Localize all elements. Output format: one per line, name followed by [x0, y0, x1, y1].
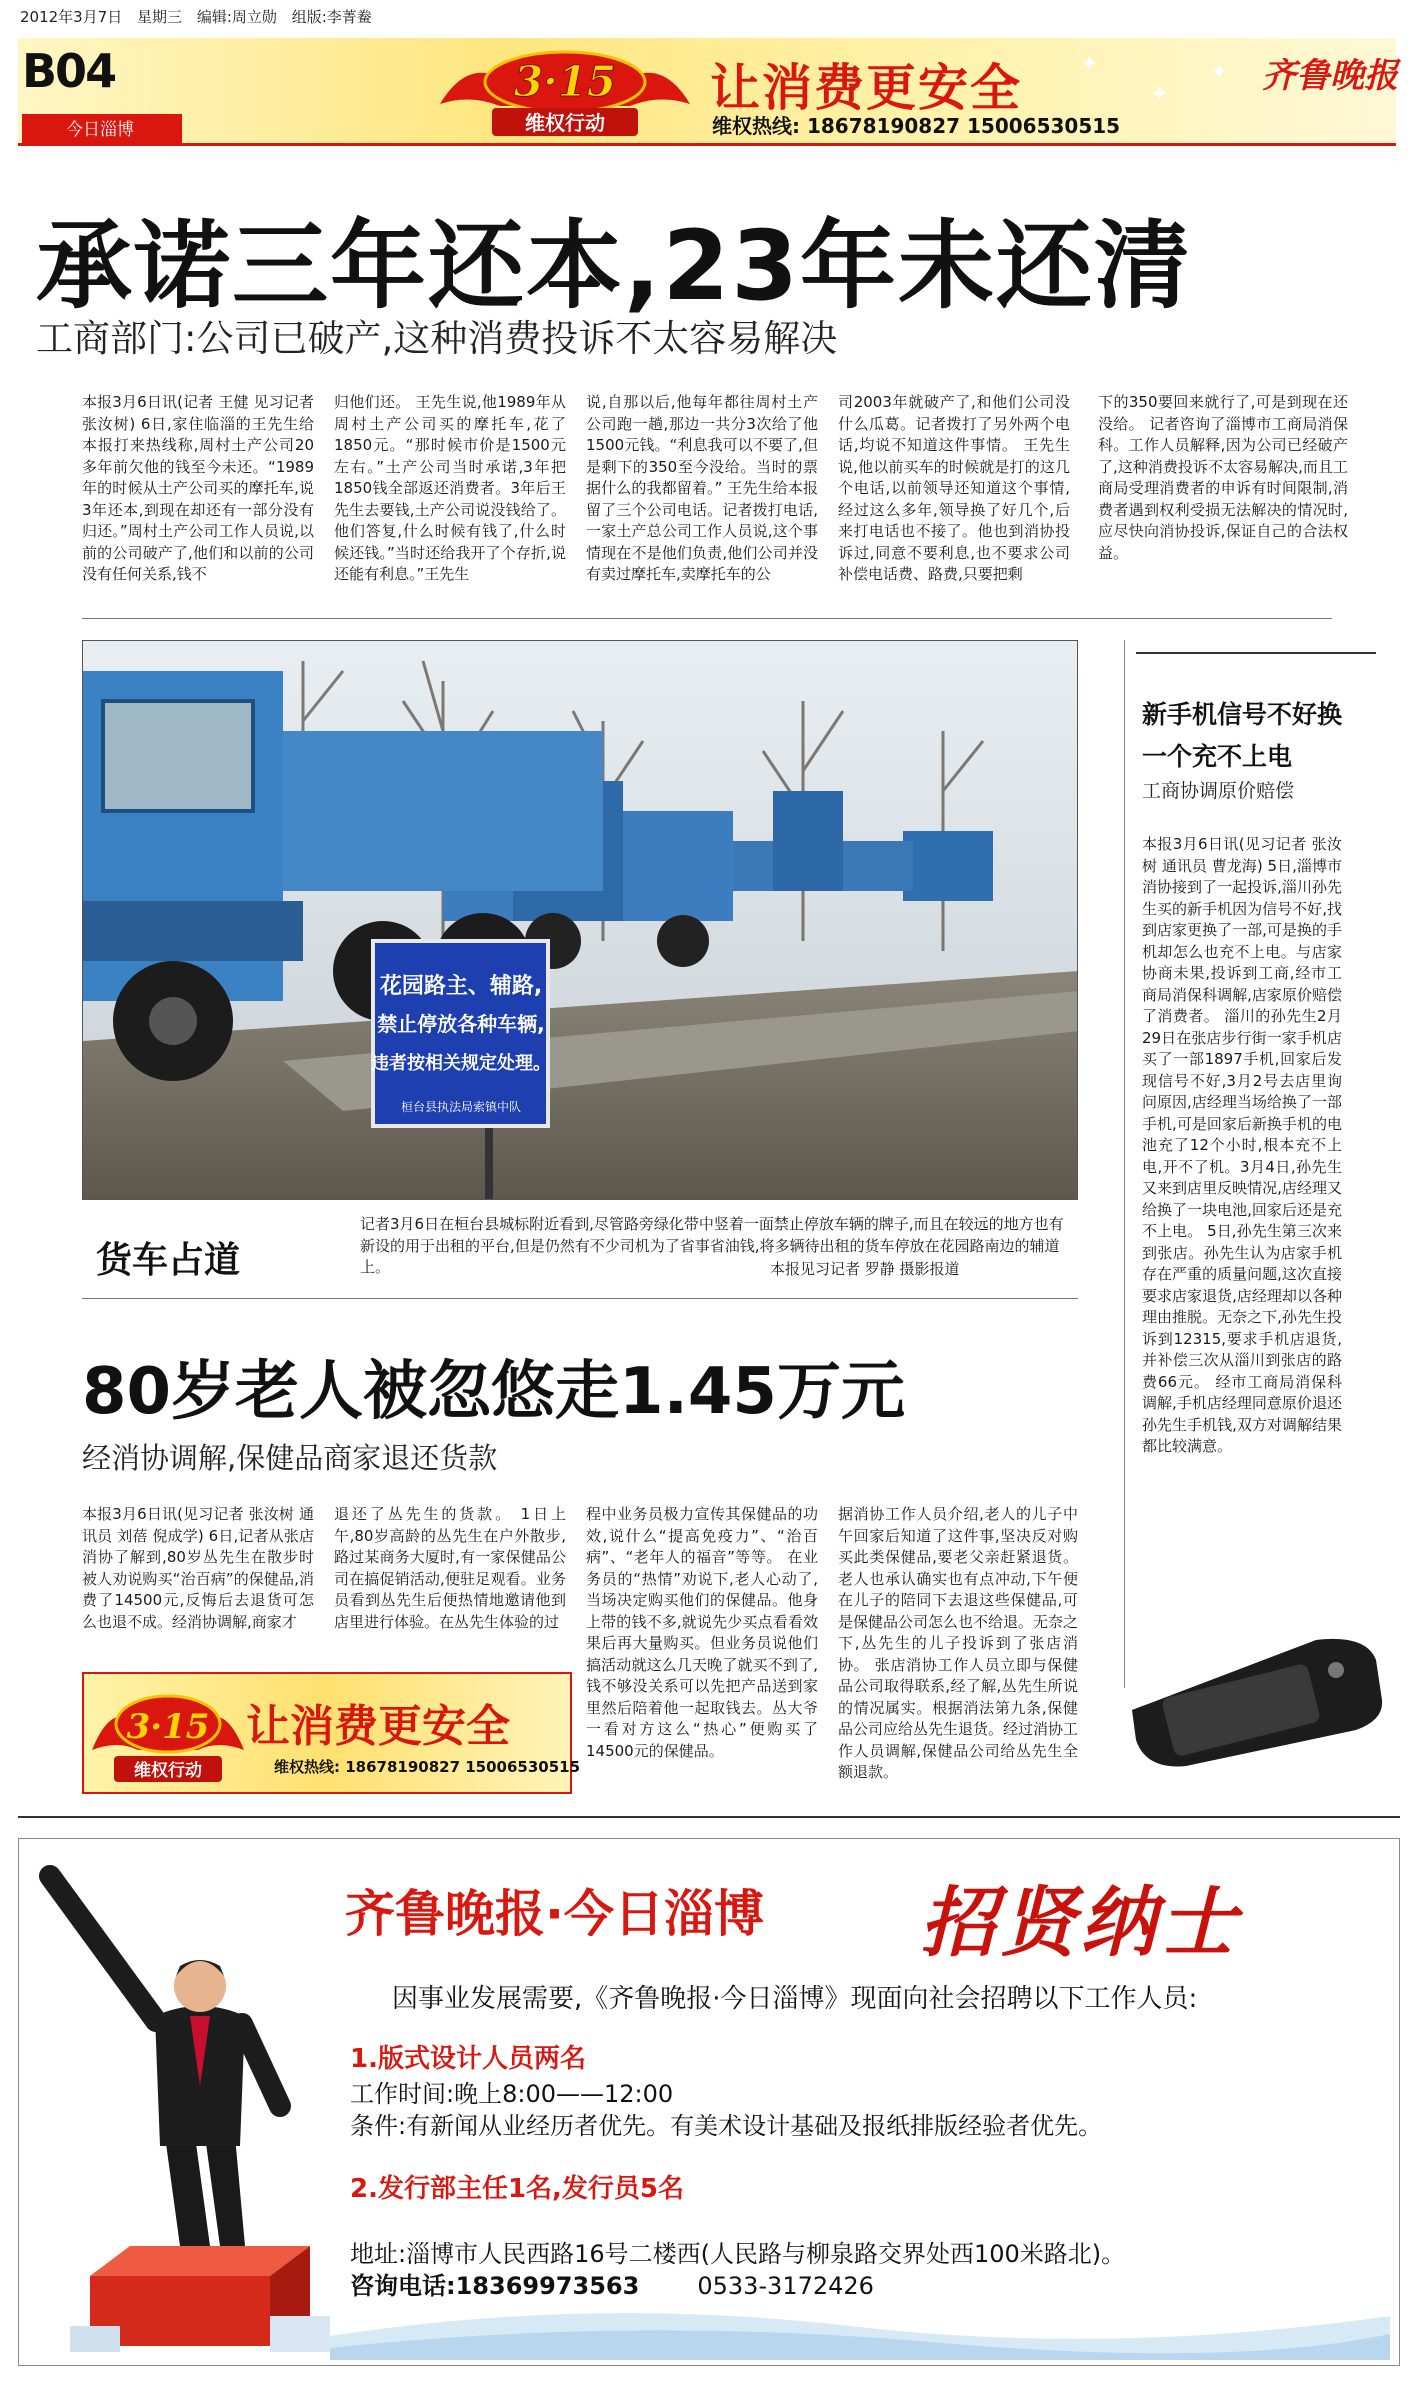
dove-icon: ✦ [1150, 82, 1169, 107]
phone-image [1126, 1620, 1386, 1770]
recruit-role2: 2.发行部主任1名,发行员5名 [350, 2174, 685, 2204]
issue-layout: 组版:李菁鲞 [291, 8, 372, 26]
section-bottom-rule [18, 1816, 1400, 1818]
sidebar-divider [1124, 640, 1125, 1688]
ad-315-badge [88, 1680, 248, 1788]
ad-315-text: 维权行动 [134, 1761, 202, 1781]
issue-weekday: 星期三 [137, 8, 183, 26]
recruit-address: 地址:淄博市人民西路16号二楼西(人民路与柳泉路交界处西100米路北)。 [350, 2240, 1126, 2268]
sign-footer: 桓台县执法局索镇中队 [400, 1100, 522, 1114]
article2-column: 退还了丛先生的货款。 1日上午,80岁高龄的丛先生在户外散步,路过某商务大厦时,有一家保健品公司在搞促销活动,便驻足观看。业务员看到丛先生后便热情地邀请他到店里进行体验。在丛先生体验的过 [334, 1505, 566, 1631]
recruit-phone2: 0533-3172426 [697, 2272, 874, 2300]
article1-subheadline: 工商部门:公司已破产,这种消费投诉不太容易解决 [36, 317, 838, 360]
ad-315-slogan: 让消费更安全 [246, 1701, 510, 1752]
ad-315-hotline: 维权热线: 18678190827 15006530515 [274, 1758, 581, 1776]
badge-text: 维权行动 [525, 111, 605, 135]
article1-column: 本报3月6日讯(记者 王健 见习记者 张汝树) 6日,家住临淄的王先生给本报打来热线称,周村土产公司20多年前欠他的钱至今未还。“1989年的时候从土产公司买的摩托车,说3年还本,到现在却还有一部分没有归还。”周村土产公司工作人员说,以前的公司破产了,他们和以前的公司没有任何关系,钱不 [82, 393, 314, 583]
dove-icon: ✦ [1080, 52, 1099, 77]
article2-column: 据消协工作人员介绍,老人的儿子中午回家后知道了这件事,坚决反对购买此类保健品,要老父亲赶紧退货。老人也承认确实也有点冲动,下午便在儿子的陪同下去退这些保健品,可是保健品公司怎么也不给退。无奈之下,丛先生的儿子投诉到了张店消协。 张店消协工作人员立即与保健品公司取得联系,经了解,丛先生所说的情况属实。根据消法第九条,保健品公司应给丛先生退货。经过消协工作人员调解,保健品公司给丛先生全额退款。 [838, 1505, 1078, 1781]
businessman-illustration [30, 1846, 340, 2356]
recruit-role1-time: 工作时间:晚上8:00——12:00 [350, 2080, 674, 2108]
article2-column: 程中业务员极力宣传其保健品的功效,说什么“提高免疫力”、“治百病”、“老年人的福音”等等。 在业务员的“热情”劝说下,老人心动了,当场决定购买他们的保健品。他身上带的钱不多,就说先少买点看看效果后再大量购买。但业务员说他们搞活动就这么几天晚了就买不到了,钱不够没关系可以先把产品送到家里然后陪着他一起取钱去。丛大爷一看对方这么“热心”便购买了14500元的保健品。 [586, 1505, 818, 1760]
issue-editor: 编辑:周立勋 [196, 8, 277, 26]
section-tag: 今日淄博 [22, 114, 182, 146]
ad-315-number: 3·15 [126, 1707, 210, 1747]
sign-line2: 禁止停放各种车辆, [377, 1012, 545, 1036]
issue-date: 2012年3月7日 [20, 8, 123, 26]
header-slogan: 让消费更安全 [710, 59, 1022, 117]
article2-headline: 80岁老人被忽悠走1.45万元 [82, 1355, 905, 1429]
sidebar-body: 本报3月6日讯(见习记者 张汝树 通讯员 曹龙海) 5日,淄博市消协接到了一起投诉,淄川孙先生买的新手机因为信号不好,找到店家更换了一部,可是换的手机却怎么也充不上电。与店家协商未果,投诉到工商,经市工商局消保科调解,店家原价赔偿了消费者。 淄川的孙先生2月29日在张店步行街一家手机店买了一部1897手机,回家后发现信号不好,3月2号去店里询问原因,店经理当场给换了一部手机,可是回家后新换手机的电池充了12个小时,根本充不上电,开不了机。3月4日,孙先生又来到店里反映情况,店经理又给换了一块电池,回家后还是充不上电。 5日,孙先生第三次来到张店。孙先生认为店家手机存在严重的质量问题,这次直接要求店家退货,店经理却以各种理由推脱。无奈之下,孙先生投诉到12315,要求手机店退货,并补偿三次从淄川到张店的路费66元。 经市工商局消保科调解,手机店经理同意原价退还孙先生手机钱,双方对调解结果都比较满意。 [1142, 835, 1342, 1455]
sidebar-top-rule [1136, 652, 1376, 654]
recruit-brush-title: 招贤纳士 [920, 1878, 1240, 1967]
divider [82, 618, 1332, 619]
recruit-intro: 因事业发展需要,《齐鲁晚报·今日淄博》现面向社会招聘以下工作人员: [392, 1984, 1198, 2014]
sidebar-title: 新手机信号不好换一个充不上电 [1142, 700, 1343, 771]
brand-logo: 齐鲁晚报 [1262, 56, 1398, 96]
article1-column: 说,自那以后,他每年都往周村土产公司跑一趟,那边一共分3次给了他1500元钱。“利息我可以不要了,但是剩下的350至今没给。当时的票据什么的我都留着。” 王先生给本报留了三个公司电话。记者拨打电话,一家土产总公司工作人员说,这个事情现在不是他们负责,他们公司并没有卖过摩托车,卖摩托车的公 [586, 393, 818, 583]
divider [82, 1298, 1078, 1299]
sidebar-subtitle: 工商协调原价赔偿 [1142, 780, 1295, 802]
article1-headline: 承诺三年还本,23年未还清 [36, 210, 1193, 322]
recruit-phone1: 18369973563 [455, 2272, 640, 2300]
news-photo [82, 640, 1078, 1200]
photo-caption-title: 货车占道 [96, 1240, 241, 1281]
article2-column: 本报3月6日讯(见习记者 张汝树 通讯员 刘蓓 倪成学) 6日,记者从张店消协了解到,80岁丛先生在散步时被人劝说购买“治百病”的保健品,消费了14500元,反悔后去退货可怎么也退不成。经消协调解,商家才 [82, 1505, 314, 1631]
sign-line1: 花园路主、辅路, [379, 974, 543, 999]
article2-subheadline: 经消协调解,保健品商家退还货款 [82, 1441, 498, 1475]
header-hotline: 维权热线: 18678190827 15006530515 [712, 114, 1121, 138]
article1-column: 司2003年就破产了,和他们公司没什么瓜葛。记者拨打了另外两个电话,均说不知道这件事情。 王先生说,他以前买车的时候就是打的这几个电话,以前领导还知道这个事情,经过这么多年,领导换了好几个,后来打电话也不接了。他也到消协投诉过,同意不要利息,也不要求公司补偿电话费、路费,只要把剩 [838, 393, 1070, 583]
article1-column: 下的350要回来就行了,可是到现在还没给。 记者咨询了淄博市工商局消保科。工作人员解释,因为公司已经破产了,这种消费投诉不太容易解决,而且工商局受理消费者的申诉有时间限制,消费者遇到权利受损无法解决的情况时,应尽快向消协投诉,保证自己的合法权益。 [1098, 393, 1348, 562]
recruit-phone-label: 咨询电话: [350, 2272, 456, 2300]
dove-icon: ✦ [1210, 60, 1229, 85]
recruit-title: 齐鲁晚报·今日淄博 [345, 1885, 764, 1943]
issue-meta [20, 6, 382, 27]
article1-column: 归他们还。 王先生说,他1989年从周村土产公司买的摩托车,花了1850元。“那时候市价是1500元左右。”土产公司当时承诺,3年把1850钱全部返还消费者。3年后王先生去要钱,土产公司说没钱给了。他们答复,什么时候有钱了,什么时候还钱。”当时还给我开了个存折,说还能有利息。”王先生 [334, 393, 566, 583]
badge-number: 3·15 [513, 57, 617, 106]
page-header [18, 38, 1396, 146]
decorative-wave [330, 2296, 1390, 2360]
recruit-role1-conditions: 条件:有新闻从业经历者优先。有美术设计基础及报纸排版经验者优先。 [350, 2112, 1103, 2140]
page-number: B04 [22, 44, 116, 98]
sign-line3: 违者按相关规定处理。 [371, 1053, 551, 1074]
badge-315 [430, 44, 700, 140]
photo-credit: 本报见习记者 罗静 摄影报道 [770, 1260, 960, 1278]
recruit-role1: 1.版式设计人员两名 [350, 2044, 586, 2074]
trucks-photo [83, 641, 1078, 1200]
photo-caption: 记者3月6日在桓台县城标附近看到,尽管路旁绿化带中竖着一面禁止停放车辆的牌子,而且在较远的地方也有新设的用于出租的平台,但是仍然有不少司机为了省事省油钱,将多辆待出租的货车停放在花园路南边的辅道上。 [360, 1215, 1064, 1276]
